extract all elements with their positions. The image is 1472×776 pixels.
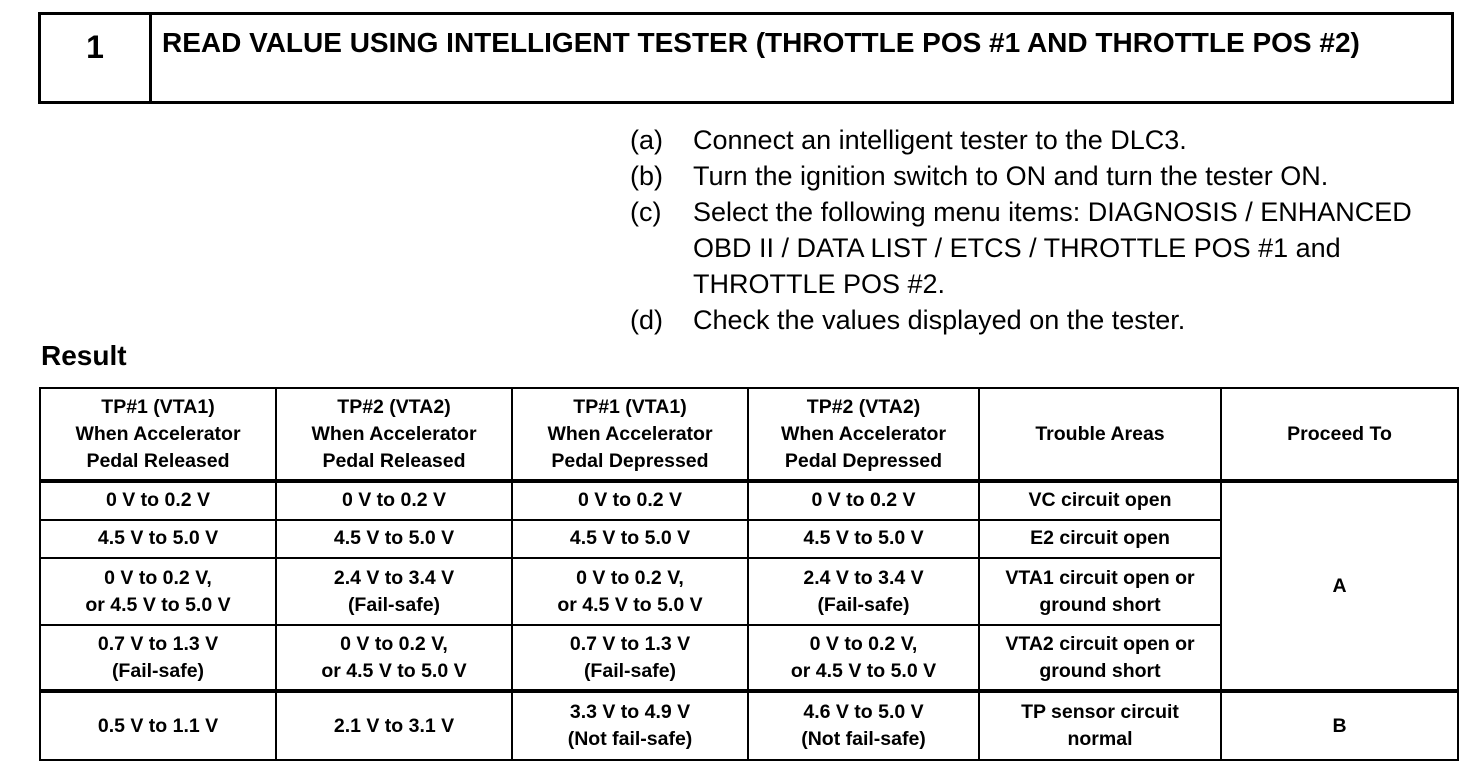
- cell-text-line: E2 circuit open: [1030, 527, 1170, 550]
- cell-text-line: 4.5 V to 5.0 V: [333, 527, 455, 550]
- table-cell: [276, 691, 512, 760]
- step-number: 1: [41, 15, 152, 101]
- instruction-text: Connect an intelligent tester to the DLC3.: [693, 125, 1187, 155]
- instruction-text: Select the following menu items: DIAGNOSIS / ENHANCED OBD II / DATA LIST / ETCS / THROTTLE POS #1 and THROTTLE POS #2.: [693, 197, 1412, 299]
- cell-text-line: TP#1 (VTA1): [573, 395, 687, 418]
- table-cell: [512, 558, 748, 625]
- table-cell: [512, 691, 748, 760]
- cell-text-line: 0 V to 0.2 V,: [809, 632, 918, 655]
- cell-text-line: 2.1 V to 3.1 V: [333, 714, 455, 737]
- cell-text-line: Proceed To: [1287, 422, 1392, 445]
- cell-text-line: When Accelerator: [780, 422, 947, 445]
- cell-text-line: 0 V to 0.2 V,: [104, 566, 212, 589]
- cell-text-line: 0 V to 0.2 V: [341, 489, 447, 512]
- instruction-item: [630, 302, 1450, 338]
- table-row: [40, 691, 1458, 760]
- cell-text-line: 0 V to 0.2 V: [577, 489, 683, 512]
- cell-text-line: 2.4 V to 3.4 V: [333, 566, 455, 589]
- cell-text-line: (Fail-safe): [817, 593, 910, 616]
- table-cell: [40, 558, 276, 625]
- result-table: [39, 387, 1459, 761]
- cell-text-line: (Fail-safe): [583, 659, 677, 682]
- cell-text-line: VC circuit open: [1028, 489, 1172, 512]
- cell-text-line: ground short: [1039, 593, 1161, 616]
- instruction-item: [630, 158, 1450, 194]
- cell-text-line: VTA2 circuit open or: [1005, 632, 1195, 655]
- instruction-label: (d): [630, 305, 663, 335]
- table-cell: [748, 625, 979, 692]
- cell-text-line: 3.3 V to 4.9 V: [569, 701, 691, 724]
- step-header-box: [38, 12, 1454, 104]
- cell-text-line: Trouble Areas: [1035, 422, 1165, 445]
- table-cell: [748, 481, 979, 520]
- cell-text-line: 4.5 V to 5.0 V: [97, 527, 219, 550]
- cell-text-line: Pedal Released: [322, 449, 466, 472]
- instruction-item: [630, 194, 1450, 302]
- table-cell: [748, 691, 979, 760]
- cell-text-line: (Not fail-safe): [567, 728, 693, 751]
- cell-text-line: TP#2 (VTA2): [337, 395, 451, 418]
- table-cell: [748, 558, 979, 625]
- table-header-row: [40, 388, 1458, 481]
- table-cell: [512, 481, 748, 520]
- table-cell: [512, 520, 748, 559]
- instruction-label: (c): [630, 197, 662, 227]
- instruction-item: [630, 122, 1450, 158]
- cell-text-line: 0.5 V to 1.1 V: [97, 714, 219, 737]
- column-header: [979, 388, 1221, 481]
- cell-text-line: When Accelerator: [311, 422, 477, 445]
- instruction-text: Turn the ignition switch to ON and turn the tester ON.: [693, 161, 1329, 191]
- cell-text-line: 0 V to 0.2 V: [811, 489, 916, 512]
- cell-text-line: normal: [1067, 728, 1133, 751]
- cell-text-line: or 4.5 V to 5.0 V: [85, 593, 231, 616]
- cell-text-line: (Not fail-safe): [801, 728, 926, 751]
- cell-text-line: (Fail-safe): [111, 659, 205, 682]
- cell-text-line: or 4.5 V to 5.0 V: [321, 659, 467, 682]
- cell-text-line: VTA1 circuit open or: [1005, 566, 1195, 589]
- table-cell: [276, 481, 512, 520]
- cell-text-line: Pedal Depressed: [784, 449, 943, 472]
- step-title: READ VALUE USING INTELLIGENT TESTER (THROTTLE POS #1 AND THROTTLE POS #2): [162, 27, 1360, 58]
- table-cell: [40, 625, 276, 692]
- instruction-label: (a): [630, 125, 663, 155]
- column-header: [1221, 388, 1458, 481]
- cell-text-line: TP#2 (VTA2): [806, 395, 921, 418]
- table-cell: [40, 691, 276, 760]
- instruction-text: Check the values displayed on the tester.: [693, 305, 1186, 335]
- table-cell: [276, 625, 512, 692]
- cell-text-line: or 4.5 V to 5.0 V: [557, 593, 703, 616]
- cell-text-line: 0.7 V to 1.3 V: [569, 632, 691, 655]
- table-cell: [748, 520, 979, 559]
- column-header: [512, 388, 748, 481]
- cell-text-line: 0 V to 0.2 V: [105, 489, 211, 512]
- table-cell: [979, 691, 1221, 760]
- cell-text-line: TP sensor circuit: [1021, 701, 1179, 724]
- cell-text-line: When Accelerator: [75, 422, 241, 445]
- result-heading: Result: [41, 340, 127, 371]
- cell-text-line: ground short: [1039, 659, 1161, 682]
- table-cell: [40, 481, 276, 520]
- proceed-to-cell: A: [1221, 481, 1458, 691]
- table-cell: [979, 520, 1221, 559]
- cell-text-line: or 4.5 V to 5.0 V: [790, 659, 937, 682]
- cell-text-line: 0.7 V to 1.3 V: [97, 632, 219, 655]
- column-header: [748, 388, 979, 481]
- cell-text-line: Pedal Depressed: [551, 449, 709, 472]
- instruction-list: [630, 122, 1450, 338]
- cell-text-line: 4.5 V to 5.0 V: [569, 527, 691, 550]
- column-header: [40, 388, 276, 481]
- table-row: [40, 481, 1458, 520]
- proceed-to-cell: B: [1221, 691, 1458, 760]
- cell-text-line: (Fail-safe): [347, 593, 441, 616]
- cell-text-line: When Accelerator: [547, 422, 713, 445]
- table-cell: [979, 625, 1221, 692]
- column-header: [276, 388, 512, 481]
- cell-text-line: 4.6 V to 5.0 V: [803, 701, 924, 724]
- instruction-label: (b): [630, 161, 663, 191]
- table-cell: [979, 481, 1221, 520]
- cell-text-line: Pedal Released: [86, 449, 230, 472]
- table-cell: [512, 625, 748, 692]
- table-cell: [276, 520, 512, 559]
- cell-text-line: 4.5 V to 5.0 V: [803, 527, 924, 550]
- table-cell: [979, 558, 1221, 625]
- cell-text-line: 0 V to 0.2 V,: [340, 632, 448, 655]
- table-body: [40, 481, 1458, 760]
- table-cell: [40, 520, 276, 559]
- cell-text-line: 2.4 V to 3.4 V: [803, 566, 924, 589]
- cell-text-line: 0 V to 0.2 V,: [576, 566, 684, 589]
- table-cell: [276, 558, 512, 625]
- cell-text-line: TP#1 (VTA1): [101, 395, 215, 418]
